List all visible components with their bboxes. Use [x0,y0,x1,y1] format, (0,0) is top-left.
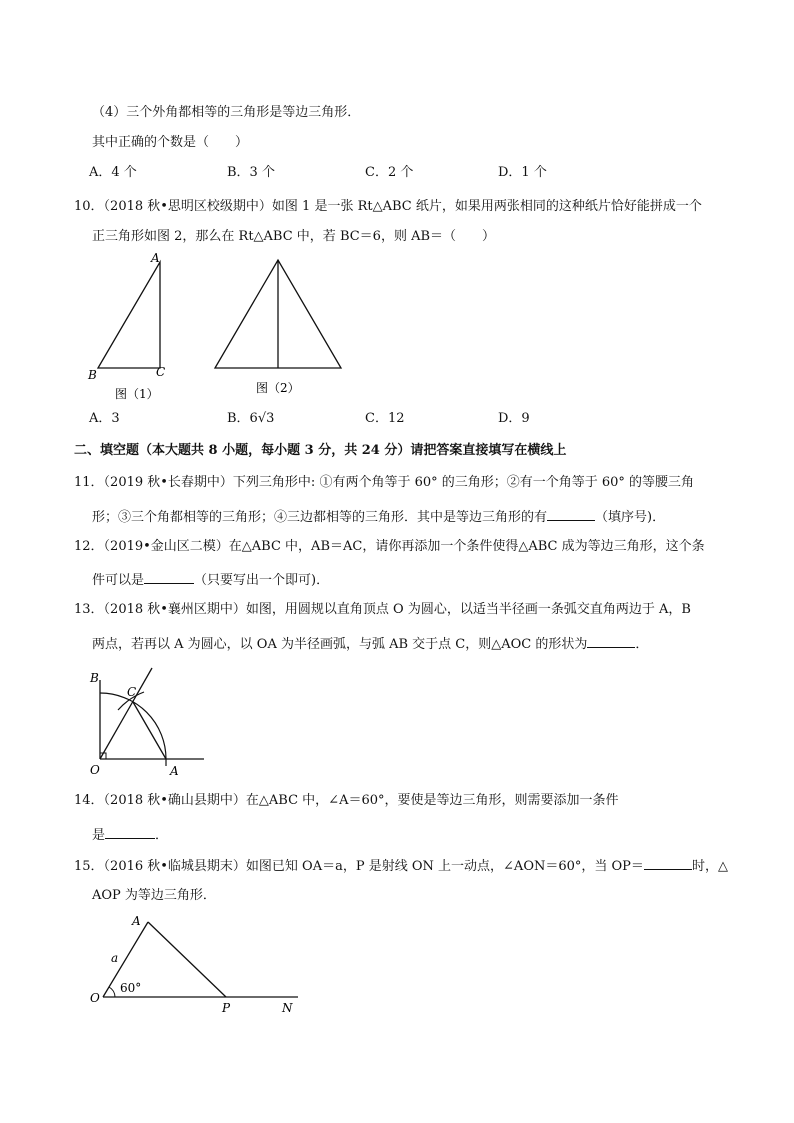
q15-answer-blank[interactable] [644,855,692,870]
q14-answer-blank[interactable] [105,824,155,839]
q13-line2-tail: ． [635,637,649,652]
fig1-label-c: C [156,365,166,379]
q10-option-c: C．12 [365,411,405,426]
q10-line1: 10．（2018 秋•思明区校级期中）如图 1 是一张 Rt△ABC 纸片，如果用两张相同的这种纸片恰好能拼成一个 [74,199,702,214]
q11-line2-tail: （填序号)． [595,510,666,525]
q13-line2-text: 两点，若再以 A 为圆心，以 OA 为半径画弧，与弧 AB 交于点 C，则△AOC 的形状为 [92,637,588,652]
q11-line2-text: 形；③三个角都相等的三角形；④三边都相等的三角形．其中是等边三角形的有 [92,510,548,525]
q15-label-o: O [90,991,100,1005]
q12-line2 [92,569,329,590]
q11-line2 [92,506,665,527]
q13-ray-oc [100,668,152,759]
q15-figure [86,912,311,1020]
fig2-caption: 图（2） [256,381,300,395]
q12-line2-tail: （只要写出一个即可)． [194,573,330,588]
q9-option-b: B．3 个 [227,165,275,180]
q13-label-c: C [127,685,137,699]
q15-line1-text: 15．（2016 秋•临城县期末）如图已知 OA＝a，P 是射线 ON 上一动点，∠AON＝60°，当 OP＝ [74,859,644,874]
q15-label-p: P [222,1001,231,1015]
q13-label-b: B [90,671,99,685]
q13-label-o: O [90,763,100,777]
q10-line2: 正三角形如图 2，那么在 Rt△ABC 中，若 BC＝6，则 AB＝（ ） [92,229,496,244]
q9-item4: （4）三个外角都相等的三角形是等边三角形． [92,105,361,120]
q12-line1: 12．（2019•金山区二模）在△ABC 中，AB＝AC，请你再添加一个条件使得△ABC 成为等边三角形，这个条 [74,539,705,554]
q13-label-a: A [170,764,179,778]
q15-angle-label: 60° [120,981,142,995]
q13-line2 [92,633,648,654]
q13-answer-blank[interactable] [587,633,635,648]
q15-angle-arc [109,987,115,997]
q15-label-n: N [282,1001,293,1015]
fig1-label-b: B [88,368,97,382]
q9-option-d: D．1 个 [498,165,547,180]
q9-prompt: 其中正确的个数是（ ） [92,135,249,150]
q14-line1: 14．（2018 秋•确山县期中）在△ABC 中，∠A＝60°，要使是等边三角形，则需要添加一条件 [74,793,619,808]
q12-answer-blank[interactable] [144,569,194,584]
q15-label-a: A [132,914,141,928]
q12-line2-text: 件可以是 [92,573,145,588]
q15-line1 [74,855,728,876]
q9-option-a: A．4 个 [89,165,137,180]
q9-option-c: C．2 个 [365,165,414,180]
q14-line2 [92,824,168,845]
q10-option-b: B．6√3 [227,411,275,426]
section2-title: 二、填空题（本大题共 8 小题，每小题 3 分，共 24 分）请把答案直接填写在横线上 [74,443,567,458]
q11-line1: 11．（2019 秋•长春期中）下列三角形中: ①有两个角等于 60° 的三角形；②有一个角等于 60° 的等腰三角 [74,475,695,490]
q15-segment-ap [148,922,226,997]
q14-line2-text: 是 [92,828,106,843]
fig1-label-a: A [151,251,160,265]
q15-label-side-a: a [111,951,119,965]
q10-figures [80,250,370,405]
q13-figure [86,664,216,780]
q11-answer-blank[interactable] [547,506,595,521]
q14-line2-tail: ． [155,828,169,843]
q13-segment-ca [133,702,166,759]
q15-line1-tail: 时，△ [691,859,728,874]
fig1-triangle [98,262,160,368]
q15-line2: AOP 为等边三角形． [92,888,216,903]
q10-option-a: A．3 [89,411,120,426]
q13-line1: 13．（2018 秋•襄州区期中）如图，用圆规以直角顶点 O 为圆心，以适当半径画一条弧交直角两边于 A，B [74,602,691,617]
q10-option-d: D．9 [498,411,530,426]
fig1-caption: 图（1） [115,387,159,401]
